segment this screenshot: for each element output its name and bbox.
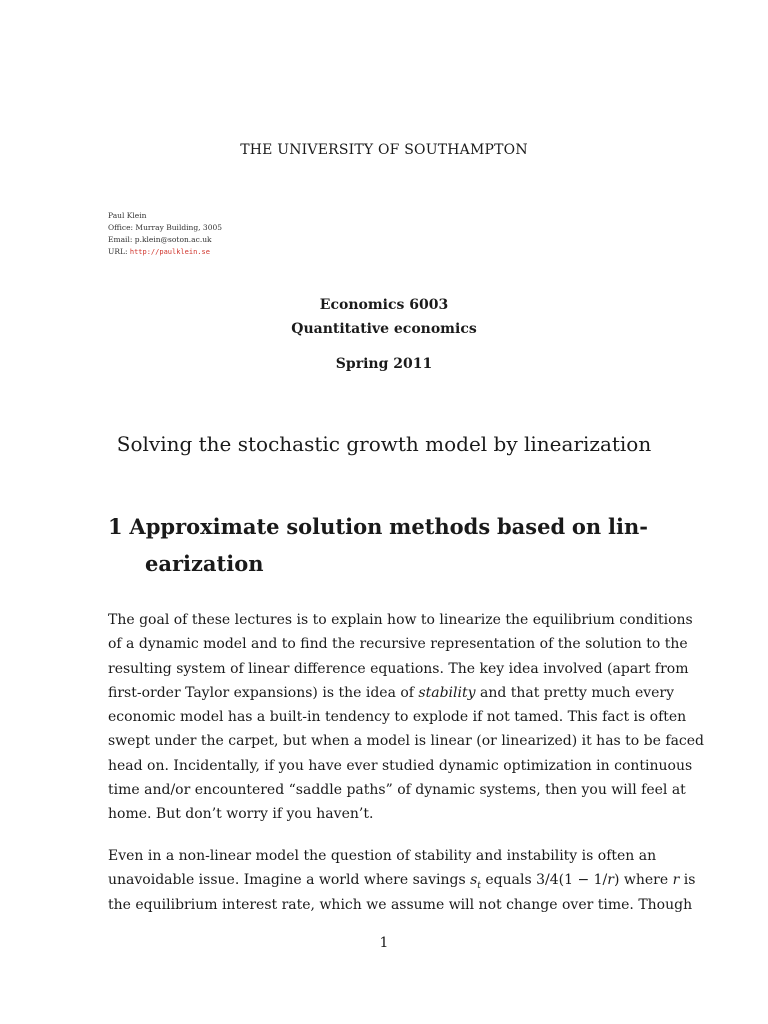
course-term: Spring 2011 <box>335 356 433 372</box>
section-title-word: methods <box>389 514 491 539</box>
math-subscript: t <box>477 881 481 892</box>
author-contact-block <box>108 210 222 258</box>
text-line <box>108 681 675 705</box>
body-paragraph-1 <box>108 608 704 827</box>
text-line: the equilibrium interest rate, which we assume will not change over time. Though <box>108 896 693 913</box>
text-line: Even in a non-linear model the question of stability and instability is often an <box>108 848 657 864</box>
text-fragment: is <box>679 872 696 889</box>
author-name: Paul Klein <box>108 211 147 220</box>
math-variable: s <box>470 872 478 889</box>
section-title-word: on <box>571 514 602 539</box>
text-line: head on. Incidentally, if you have ever studied dynamic optimization in continuous <box>108 757 693 774</box>
university-name: THE UNIVERSITY OF SOUTHAMPTON <box>240 142 528 158</box>
text-line: economic model has a built-in tendency to explode if not tamed. This fact is often <box>108 709 687 726</box>
text-fragment: ) where <box>613 872 673 889</box>
course-number: Economics 6003 <box>319 297 449 313</box>
text-line: home. But don’t worry if you haven’t. <box>108 806 374 823</box>
text-line: resulting system of linear difference equations. The key idea involved (apart from <box>108 660 689 677</box>
text-fragment: equals 3/4(1 − 1/ <box>480 872 608 889</box>
text-line: The goal of these lectures is to explain how to linearize the equilibrium conditions <box>108 612 693 628</box>
url-line <box>108 246 222 258</box>
homepage-link[interactable]: http://paulklein.se <box>129 248 210 256</box>
body-paragraph-2 <box>108 844 696 917</box>
text-fragment: unavoidable issue. Imagine a world where savings <box>108 872 471 889</box>
text-fragment: first-order Taylor expansions) is the idea of <box>108 684 419 701</box>
text-line: time and/or encountered “saddle paths” of dynamic systems, then you will feel at <box>108 782 686 799</box>
course-title: Quantitative economics <box>291 321 477 337</box>
section-title-word: solution <box>286 514 383 539</box>
text-line <box>108 868 696 892</box>
email-line: Email: p.klein@soton.ac.uk <box>108 235 212 244</box>
emphasized-term: stability <box>418 684 476 701</box>
text-fragment: and that pretty much every <box>475 684 675 701</box>
section-title-word: based <box>496 514 566 539</box>
math-variable: r <box>672 872 680 889</box>
section-title-word: lin- <box>607 514 648 539</box>
section-title-word: Approximate <box>129 514 280 539</box>
document-title: Solving the stochastic growth model by linearization <box>116 432 652 456</box>
text-line: of a dynamic model and to find the recursive representation of the solution to the <box>108 636 688 653</box>
text-line: swept under the carpet, but when a model is linear (or linearized) it has to be faced <box>108 733 704 750</box>
section-heading-line2: earization <box>145 551 264 576</box>
section-heading <box>108 508 648 582</box>
office-line: Office: Murray Building, 3005 <box>108 223 223 232</box>
page-number: 1 <box>379 935 389 951</box>
section-heading-line1 <box>108 508 648 545</box>
url-label: URL: <box>108 247 130 256</box>
section-number: 1 <box>108 514 123 539</box>
math-variable: r <box>607 872 614 889</box>
